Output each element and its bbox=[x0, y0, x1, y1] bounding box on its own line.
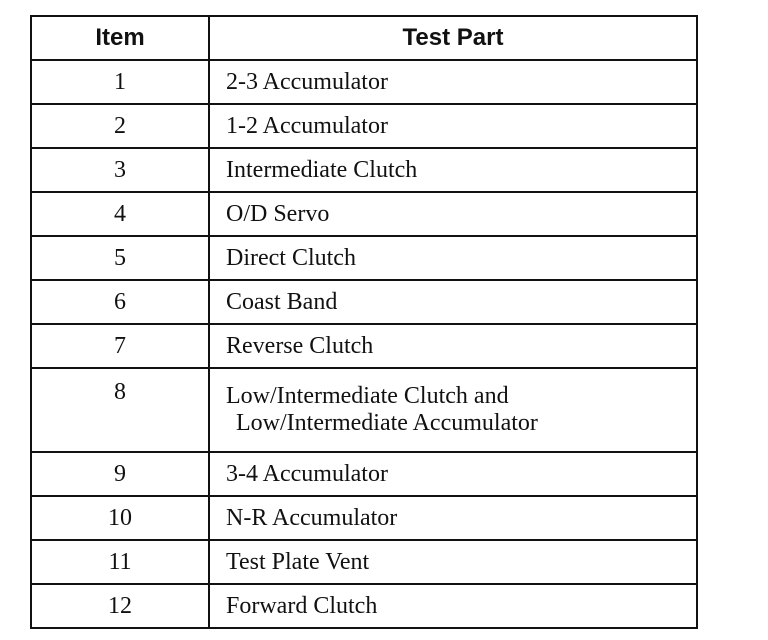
test-part-name: Test Plate Vent bbox=[209, 540, 697, 584]
item-number: 10 bbox=[31, 496, 209, 540]
table-row bbox=[31, 192, 697, 236]
item-number: 4 bbox=[31, 192, 209, 236]
item-number: 5 bbox=[31, 236, 209, 280]
test-part-name: Intermediate Clutch bbox=[209, 148, 697, 192]
test-part-name: 3-4 Accumulator bbox=[209, 452, 697, 496]
test-part-name-cell bbox=[209, 368, 697, 452]
item-number: 2 bbox=[31, 104, 209, 148]
test-part-name: Forward Clutch bbox=[209, 584, 697, 628]
item-number: 11 bbox=[31, 540, 209, 584]
table-header-row bbox=[31, 16, 697, 60]
test-part-name: Direct Clutch bbox=[209, 236, 697, 280]
table-row bbox=[31, 452, 697, 496]
item-number: 1 bbox=[31, 60, 209, 104]
table-row bbox=[31, 148, 697, 192]
test-part-name: Coast Band bbox=[209, 280, 697, 324]
item-number: 3 bbox=[31, 148, 209, 192]
test-part-name: Low/Intermediate Clutch and bbox=[226, 383, 509, 409]
table-row bbox=[31, 280, 697, 324]
table-row bbox=[31, 60, 697, 104]
table-row bbox=[31, 324, 697, 368]
test-parts-table bbox=[30, 15, 698, 629]
table-row bbox=[31, 540, 697, 584]
test-part-name: O/D Servo bbox=[209, 192, 697, 236]
column-header-test-part: Test Part bbox=[209, 16, 697, 60]
item-number: 6 bbox=[31, 280, 209, 324]
table-row bbox=[31, 496, 697, 540]
table-row bbox=[31, 104, 697, 148]
test-part-name: N-R Accumulator bbox=[209, 496, 697, 540]
item-number: 8 bbox=[31, 368, 209, 452]
table-row bbox=[31, 236, 697, 280]
column-header-item: Item bbox=[31, 16, 209, 60]
item-number: 12 bbox=[31, 584, 209, 628]
test-part-name: 1-2 Accumulator bbox=[209, 104, 697, 148]
test-part-name: 2-3 Accumulator bbox=[209, 60, 697, 104]
table-row bbox=[31, 584, 697, 628]
item-number: 9 bbox=[31, 452, 209, 496]
table-row bbox=[31, 368, 697, 452]
test-part-name-continued: Low/Intermediate Accumulator bbox=[236, 410, 538, 436]
test-part-name: Reverse Clutch bbox=[209, 324, 697, 368]
item-number: 7 bbox=[31, 324, 209, 368]
